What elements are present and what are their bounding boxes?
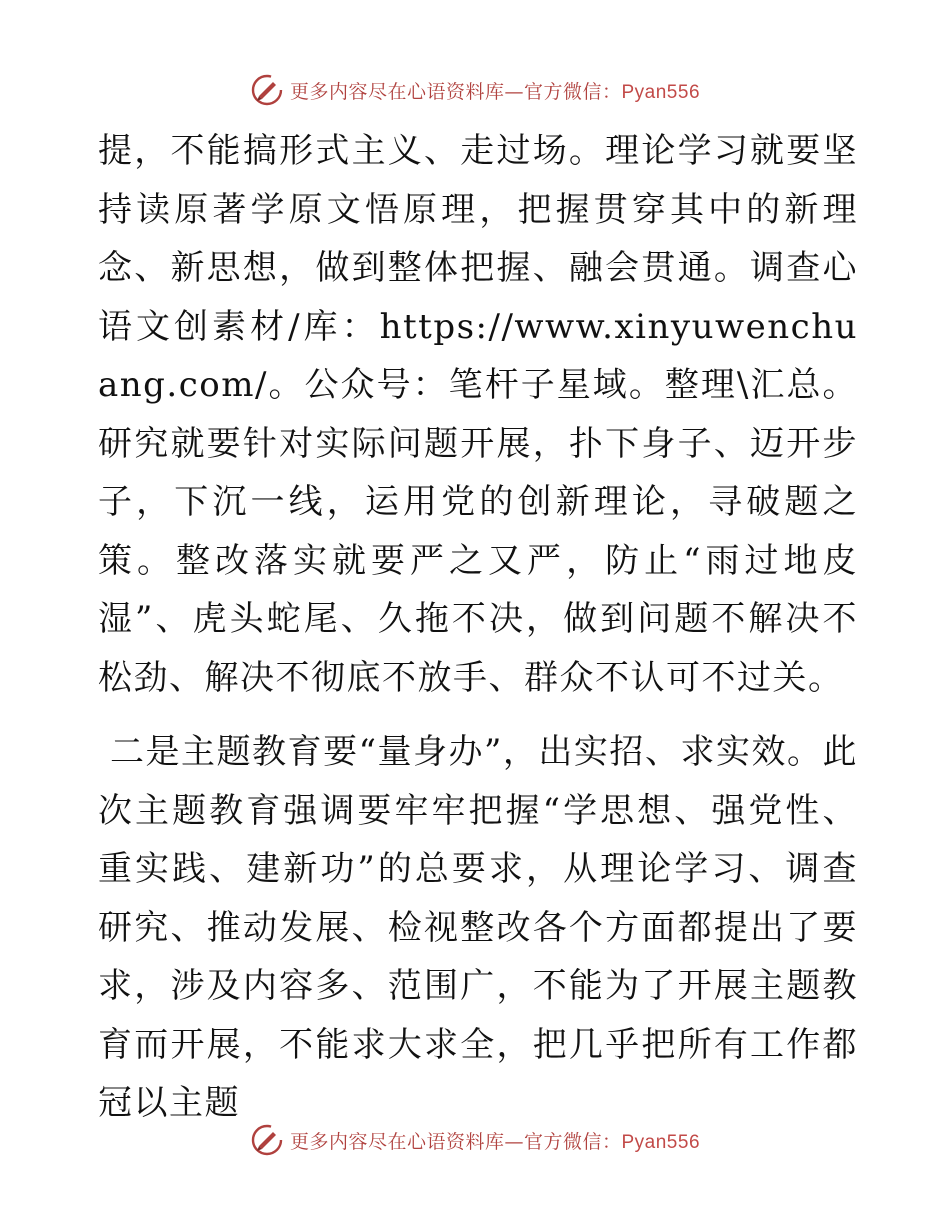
banner-text [290,77,700,104]
banner-site-text: 更多内容尽在心语资料库 [289,80,505,103]
banner-text [290,1127,700,1154]
paragraph-2: 二是主题教育要“量身办”，出实招、求实效。此次主题教育强调要牢牢把握“学思想、强党性、重实践、建新功”的总要求，从理论学习、调查研究、推动发展、检视整改各个方面都提出了要求，涉及内容多、范围广，不能为了开展主题教育而开展，不能求大求全，把几乎把所有工作都冠以主题 [98,732,858,1123]
header-banner [0,70,950,110]
brush-pen-logo-icon [250,73,284,107]
footer-banner [0,1120,950,1160]
brush-pen-logo-icon [250,1123,284,1157]
banner-site-text: 更多内容尽在心语资料库 [289,1130,505,1153]
banner-wechat-label: 官方微信： [523,80,622,103]
paragraph-1: 提，不能搞形式主义、走过场。理论学习就要坚持读原著学原文悟原理，把握贯穿其中的新理念、新思想，做到整体把握、融会贯通。调查心语文创素材/库：https://www.xinyuwenchuang.com/。公众号：笔杆子星域。整理\汇总。研究就要针对实际问题开展，扑下身子、迈开步子，下沉一线，运用党的创新理论，寻破题之策。整改落实就要严之又严，防止“雨过地皮湿”、虎头蛇尾、久拖不决，做到问题不解决不松劲、解决不彻底不放手、群众不认可不过关。 [98,131,858,698]
banner-wechat-label: 官方微信： [523,1130,622,1153]
banner-wechat-id: Pyan556 [621,81,701,103]
banner-dash: — [504,80,524,103]
banner-dash: — [504,1130,524,1153]
document-body [98,122,858,1133]
banner-wechat-id: Pyan556 [621,1131,701,1153]
